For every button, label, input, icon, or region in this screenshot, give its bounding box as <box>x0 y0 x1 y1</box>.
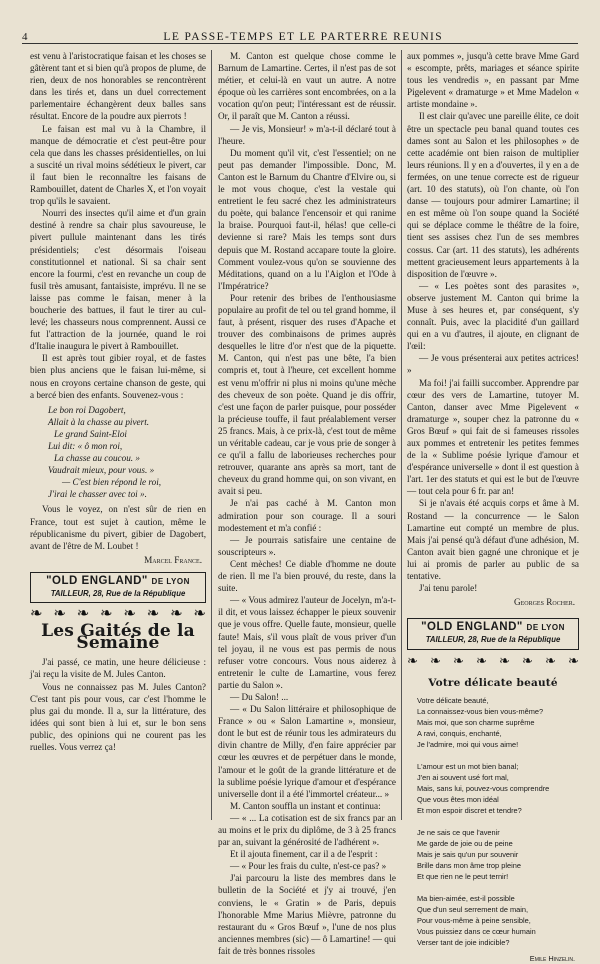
song-line: — C'est bien répond le roi, <box>62 477 162 488</box>
article-paragraph: Ma foi! j'ai failli succomber. Apprendre par cœur des vers de Lamartine, tutoyer M. Canton, danser avec Mme Pigelevent « dramaturge », souper chez la patronne du « Gros Bœuf » qui fait de si fameuses rissoles aux pommes et entretenir les petites femmes de la « Sublime poésie lyrique d'amour et d'espérance universelle » dont il est question à l'art. 1er des statuts et qui est le but de l'œuvre — tout cela pour 6 fr. par an! <box>407 377 579 497</box>
advert-address: TAILLEUR, 28, Rue de la République <box>425 635 561 645</box>
old-england-advert <box>407 618 579 649</box>
poem-line: Ma bien-aimée, est-il possible <box>417 893 515 903</box>
article-paragraph: Et il ajouta finement, car il a de l'esprit : <box>230 849 378 860</box>
author-signature: Marcel France. <box>144 554 202 565</box>
old-england-advert <box>30 572 206 603</box>
column-1 <box>30 50 206 820</box>
song-line: Vaudrait mieux, pour vous. » <box>48 465 155 476</box>
song-line: Le grand Saint-Eloi <box>54 428 127 439</box>
article-paragraph: M. Canton souffla un instant et continua: <box>230 800 381 811</box>
advert-address: TAILLEUR, 28, Rue de la République <box>50 589 186 599</box>
article-paragraph: J'ai tenu parole! <box>419 583 478 594</box>
article-paragraph: — Je vous présenterai aux petites actrices! » <box>407 353 579 376</box>
column-3 <box>407 50 579 963</box>
poem-line: Vous puissiez dans ce cœur humain <box>417 927 536 937</box>
swan-ornament-icon: ❧ <box>499 652 510 668</box>
article-paragraph: Du moment qu'il vit, c'est l'essentiel; on ne peut pas demander l'impossible. Donc, M. Canton est le Barnum du Chantre d'Elvire ou, si le mot vous choque, c'est la vestale qui entretient le feu sacré chez les administrateurs du poète, qui balance l'encensoir et qui ranime la braise. Pourquoi faut-il, hélas! que celle-ci devienne si rare? Mais les temps sont durs depuis que M. Rostand accapare toute la gloire. Comment voulez-vous qu'on se souvienne des Méditations, quand on a lu l'Aiglon et l'Ode à l'Impératrice? <box>218 147 396 291</box>
poem-line: J'en ai souvent usé fort mal, <box>417 772 509 782</box>
column-rule <box>211 50 212 820</box>
swan-ornament-icon: ❧ <box>170 606 183 623</box>
swan-ornament-icon: ❧ <box>453 652 464 668</box>
swan-ornament-icon: ❧ <box>407 652 418 668</box>
poem-line: La connaissez-vous bien vous-même? <box>417 706 544 716</box>
song-line: Le bon roi Dagobert, <box>48 404 126 415</box>
poem-signature: Emile Hinzelin. <box>529 953 575 963</box>
article-paragraph: Le faisan est mal vu à la Chambre, il manque de démocratie et c'est peut-être pour cela que dans les chasses présidentielles, on lui a suscité un rival moins sédétieux le pivert, car il faut bien le reconnaître les faisans de Rambouillet, datent de Charles X, et l'on voyait trop qu'ils le savaient. <box>30 123 206 207</box>
advert-brand: "OLD ENGLAND" DE LYON <box>46 574 190 587</box>
poem-line: Pour vous-même à peine sensible, <box>417 916 531 926</box>
article-paragraph: Vous ne connaissez pas M. Jules Canton? C'est tant pis pour vous, car c'est l'homme le plus gai du monde. Il a, sur la littérature, des idées qui sont bien à lui et, sur le bon sens public, des opinions qui ne courent pas les ruelles. Vous verrez ça! <box>30 681 206 752</box>
page-number: 4 <box>22 31 29 43</box>
poem-line: Que d'un seul serrement de main, <box>417 904 529 914</box>
column-rule <box>401 50 402 820</box>
swan-ornament-icon: ❧ <box>123 606 136 623</box>
article-paragraph: est venu à l'aristocratique faisan et les choses se gâtèrent tant et si bien qu'à propos de plume, de rien, deux de nos honorables se rencontrèrent dans les tirés et, dans un duel correctement parlementaire échangèrent deux balles sans résultat. Encore de la poudre aux pierrots ! <box>30 51 206 122</box>
article-paragraph: — « ... La cotisation est de six francs par an au moins et le prix du diplôme, de 3 à 25 francs par an, suivant la générosité de l'adhérent ». <box>218 812 396 848</box>
article-paragraph: Il est clair qu'avec une pareille élite, ce doit être un spectacle peu banal quand toutes ces dames sont au Salon et les philosophes » de cette académie ont bien raison de multiplier leurs réunions. Il y en a d'ouvertes, il y en a de fermées, on une tenue correcte est de rigueur (art. 10 des statuts), où l'on chante, où l'on danse — toujours pour admirer Lamartine; il en est même où l'on soupe quand la Société qui se déplace comme le théâtre de la foire, tient ses assises chez l'un de ses membres cossus. Car (art. 11 des statuts), les adhérents mettent gracieusement leurs appartements à la disposition de l'œuvre ». <box>407 111 579 279</box>
swan-ornament-icon: ❧ <box>193 606 206 623</box>
advert-brand: "OLD ENGLAND" DE LYON <box>421 621 565 634</box>
swan-ornament-icon: ❧ <box>30 606 43 623</box>
article-paragraph: Je n'ai pas caché à M. Canton mon admiration pour son courage. Il a souri modestement et m'a confié : <box>218 498 396 533</box>
poem-line: A ravi, conquis, enchanté, <box>417 729 502 739</box>
poem-line: Je ne sais ce que l'avenir <box>417 827 500 837</box>
article-paragraph: aux pommes », jusqu'à cette brave Mme Gard « escompte, prêts, mariages et séance spirite tous les vendredis », en passant par Mme Pigelevent « dramaturge » et Mme Madelon « artiste mondaine ». <box>407 51 579 110</box>
swan-ornament-icon: ❧ <box>76 606 90 623</box>
poem-line: Et que rien ne le peut ternir! <box>417 872 509 882</box>
author-signature: Georges Rocher. <box>513 597 575 608</box>
article-paragraph: J'ai passé, ce matin, une heure délicieuse : j'ai reçu la visite de M. Jules Canton. <box>30 657 206 680</box>
poem-line: Votre délicate beauté, <box>417 695 489 705</box>
swan-ornament-row <box>407 654 579 668</box>
song-line: La chasse au coucou. » <box>54 453 140 464</box>
newspaper-title: LE PASSE-TEMPS ET LE PARTERRE REUNIS <box>163 31 444 43</box>
swan-ornament-icon: ❧ <box>53 606 66 623</box>
article-paragraph: Vous le voyez, on n'est sûr de rien en France, tout est sujet à caution, même le républicanisme du pivert, gibier de Dagobert, avant de l'être de M. Loubet ! <box>30 504 206 551</box>
swan-ornament-icon: ❧ <box>568 652 579 668</box>
article-paragraph: M. Canton est quelque chose comme le Barnum de Lamartine. Certes, il n'est pas de sot métier, et celui-là en vaut un autre. A notre époque où les carrières sont encombrées, on a la vocation qu'on peut; l'intéressant est de réussir. Or, il paraît que M. Canton a réussi. <box>218 51 396 122</box>
swan-ornament-icon: ❧ <box>545 652 556 668</box>
article-paragraph: — Je vis, Monsieur! » m'a-t-il déclaré tout à l'heure. <box>218 123 396 146</box>
poem-line: Me garde de joie ou de peine <box>417 838 513 848</box>
article-paragraph: Si je n'avais été acquis corps et âme à M. Rostand — la concurrence — le Salon Lamartine eut compté un membre de plus. Mais j'ai pensé qu'à défaut d'une adhésion, M. Canton avait bien gagné une chronique et je lui ai promis de parler au public de sa tentative. <box>407 498 579 582</box>
poem-stanza <box>417 827 579 883</box>
poem-line: Mais, sans lui, pouvez-vous comprendre <box>417 784 550 794</box>
poem-line: L'amour est un mot bien banal; <box>417 761 519 771</box>
poem-stanza <box>417 893 579 949</box>
article-paragraph: — « Les poètes sont des parasites », observe justement M. Canton qui brime la Muse à ses heures et, par conséquent, s'y connaît. Puis, avec la placidité d'un gaillard qui en a vu d'autres, il ajoute, en clignant de l'œil: <box>407 280 579 352</box>
swan-ornament-icon: ❧ <box>146 606 160 623</box>
poem-line: Que vous êtes mon idéal <box>417 795 499 805</box>
article-paragraph: Nourri des insectes qu'il aime et d'un grain destiné à rendre sa chair plus savoureuse, le pivert pullule maintenant dans les tirés présidentiels; c'est désormais l'oiseau constitutionnel et national. Si sa chair sent encore la fourmi, c'est en revanche un coup de fusil très amusant, fantaisiste, imprévu. Il ne se laisse pas comme le faisan, mener à la boucherie des battues, il faut le tirer au cul-levé; les chasseurs nous comprennent. Aussi ce fut l'attraction de la journée, quand le roi d'Italie inaugura le pivert à Rambouillet. <box>30 208 206 352</box>
swan-ornament-icon: ❧ <box>430 652 441 668</box>
poem-line: Et mon espoir discret et tendre? <box>417 806 522 816</box>
swan-ornament-icon: ❧ <box>476 652 487 668</box>
article-paragraph: — « Du Salon littéraire et philosophique de France » ou « Salon Lamartine », monsieur, dont le but est de réunir tous les admirateurs du divin chantre de Milly, d'en faire apprécier par cœur les œuvres et de perpétuer dans le monde, l'amour et le goût de la grande littérature et de la sublime poésie lyrique d'amour et d'espérance universelle dont il a été l'immortel créateur... » <box>218 704 396 799</box>
article-paragraph: — « Vous admirez l'auteur de Jocelyn, m'a-t-il dit, et vous laissez échapper le pieux souvenir que je vous offre. Quelle faute, monsieur, quelle faute! Mais, s'il vous plaît de vous priver d'un tel joyau, il ne vous est pas permis de nous refuser votre concours. Vous nous aiderez à entretenir le culte de Lamartine, vous ferez partie du Salon ». <box>218 595 396 690</box>
page-header <box>22 26 578 44</box>
poem-line: Mais moi, que son charme suprême <box>417 718 535 727</box>
article-paragraph: Il est après tout gibier royal, et de fastes bien plus anciens que le faisan lui-même, si nous en croyons certaine chanson de geste, qui a bercé bien des enfants. Souvenez-vous : <box>30 353 206 400</box>
swan-ornament-row <box>30 607 206 621</box>
poem-title: Votre délicate beauté <box>428 676 558 689</box>
article-paragraph: — Je pourrais satisfaire une centaine de souscripteurs ». <box>218 534 396 557</box>
poem <box>407 695 579 964</box>
poem-line: Mais je sais qu'un pur souvenir <box>417 850 519 860</box>
swan-ornament-icon: ❧ <box>100 606 113 623</box>
article-paragraph: — « Pour les frais du culte, n'est-ce pas? » <box>230 861 387 872</box>
column-2 <box>218 50 396 956</box>
song-line: J'irai le chasser avec toi ». <box>48 489 147 500</box>
poem-line: Je l'admire, moi qui vous aime! <box>417 740 519 750</box>
poem-stanza <box>417 695 579 751</box>
dagobert-song <box>30 404 206 501</box>
article-paragraph: Cent mèches! Ce diable d'homme ne doute de rien. Il me l'a bien prouvé, du reste, dans la suite. <box>218 558 396 594</box>
article-paragraph: Pour retenir des bribes de l'enthousiasme populaire au profit de tel ou tel grand homme, il faut, à présent, risquer des ruses d'Apache et trouver des combinaisons de primes auprès desquelles le litre d'or n'est que de la piquette. M. Canton, qui n'est pas une bête, l'a bien compris et, tout à l'heure, cet excellent homme est venu m'offrir ni plus ni moins qu'une mèche des cheveux de son poète. Quand je dis offrir, c'est une façon de parler puisque, pour posséder la précieuse touffe, il faut préalablement verser 25 francs. Mais, à ce prix-là, c'est tout de même un véritable cadeau, car je vous prie de songer à ce qu'il a fallu de laborieuses recherches pour retrouver, quarante ans après sa mort, tant de cheveux du grand homme qui, on son vivant, en avait si peu. <box>218 292 396 497</box>
section-title: Les Gaités de la Semaine <box>41 621 195 654</box>
poem-line: Brille dans mon âme trop pleine <box>417 861 521 871</box>
article-paragraph: J'ai parcouru la liste des membres dans le bulletin de la Société et j'y ai trouvé, j'en conviens, le « Gratin » de Paris, depuis l'honorable Mme Marius Mièvre, patronne du restaurant du « Gros Bœuf », l'une de nos plus anciennes membres (sic) — ô Lamartine! — qui fait de très bonnes rissoles <box>218 873 396 956</box>
song-line: Lui dit: « ô mon roi, <box>48 441 123 451</box>
poem-stanza <box>417 761 579 817</box>
swan-ornament-icon: ❧ <box>522 652 533 668</box>
song-line: Allait à la chasse au pivert. <box>48 416 150 427</box>
poem-line: Verser tant de joie indicible? <box>417 938 510 948</box>
article-paragraph: — Du Salon! ... <box>230 691 289 702</box>
